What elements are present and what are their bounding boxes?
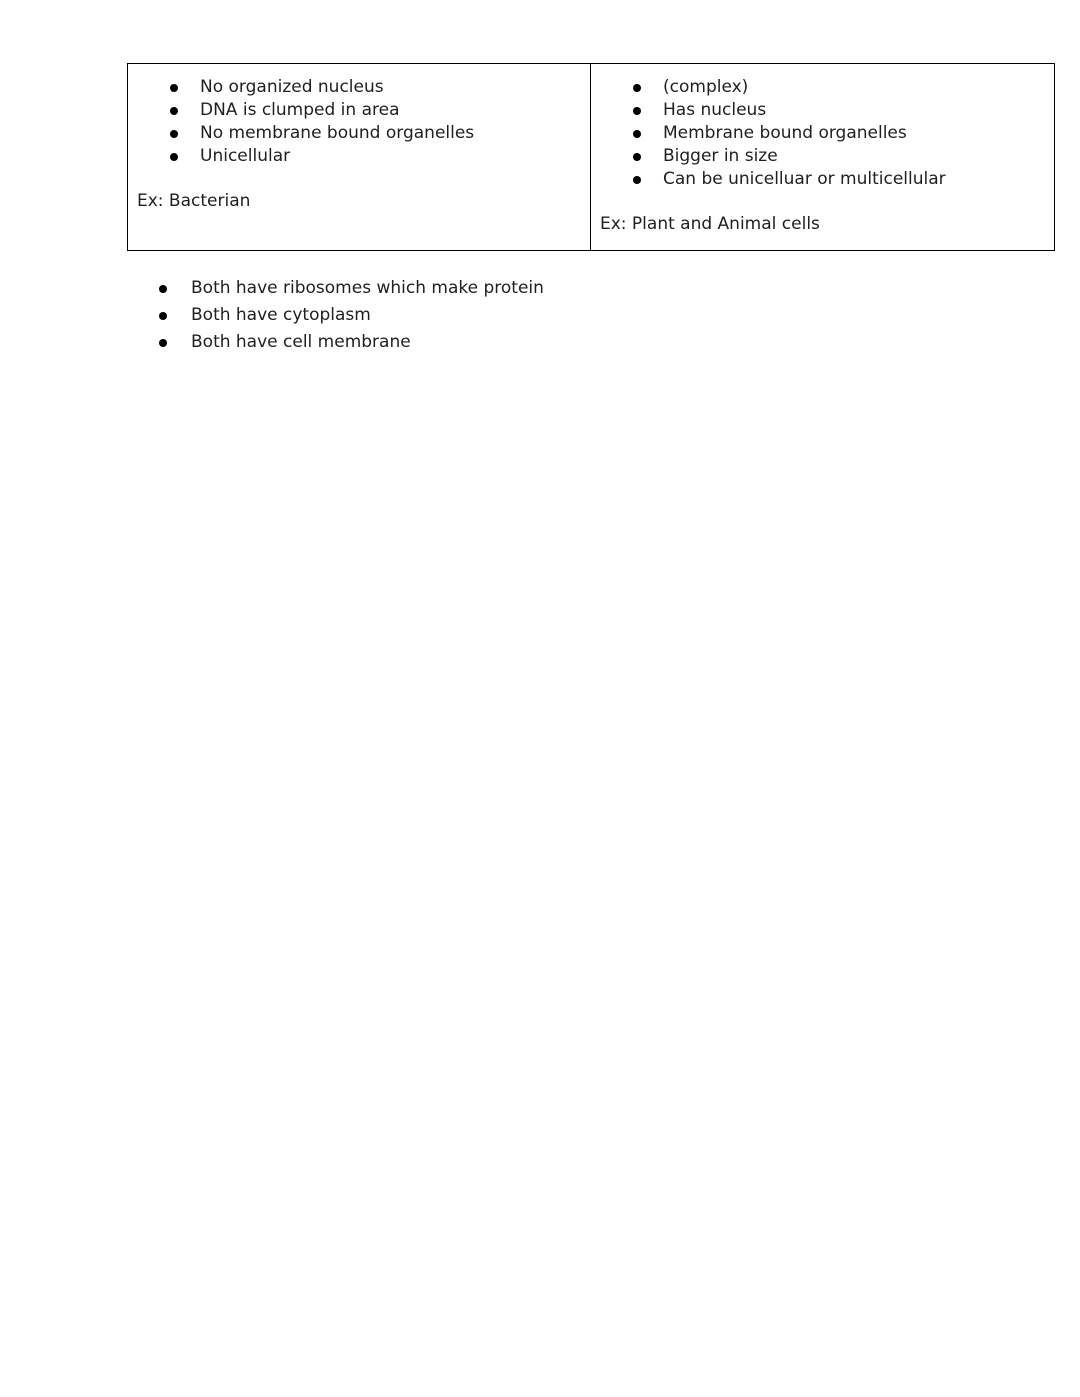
eukaryote-cell bbox=[591, 64, 1055, 251]
list-item: Unicellular bbox=[137, 145, 582, 168]
eukaryote-list bbox=[600, 76, 1046, 191]
similarities-list bbox=[127, 275, 544, 356]
prokaryote-cell bbox=[128, 64, 591, 251]
prokaryote-list bbox=[137, 76, 582, 168]
eukaryote-example: Ex: Plant and Animal cells bbox=[600, 214, 820, 234]
comparison-table bbox=[127, 63, 1055, 251]
prokaryote-example: Ex: Bacterian bbox=[137, 191, 251, 211]
list-item: Both have cell membrane bbox=[127, 329, 544, 356]
table-row bbox=[128, 64, 1055, 251]
list-item: Both have ribosomes which make protein bbox=[127, 275, 544, 302]
list-item: No organized nucleus bbox=[137, 76, 582, 99]
list-item: (complex) bbox=[600, 76, 1046, 99]
list-item: Membrane bound organelles bbox=[600, 122, 1046, 145]
list-item: Can be unicelluar or multicellular bbox=[600, 168, 1046, 191]
list-item: DNA is clumped in area bbox=[137, 99, 582, 122]
list-item: No membrane bound organelles bbox=[137, 122, 582, 145]
list-item: Has nucleus bbox=[600, 99, 1046, 122]
list-item: Bigger in size bbox=[600, 145, 1046, 168]
list-item: Both have cytoplasm bbox=[127, 302, 544, 329]
